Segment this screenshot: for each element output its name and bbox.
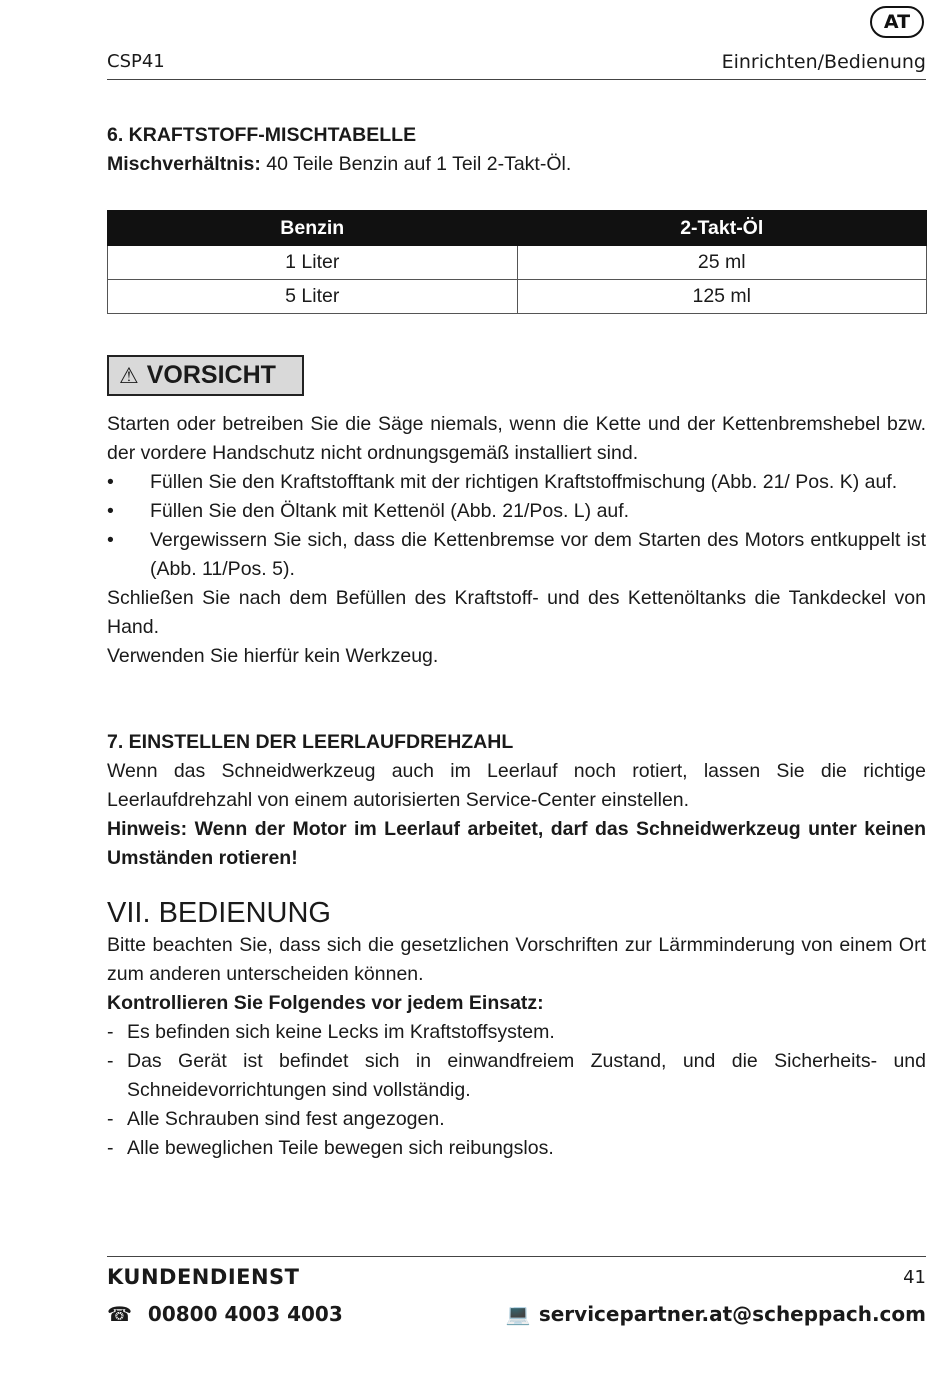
list-item-text: Alle beweglichen Teile bewegen sich reibungslos. xyxy=(127,1137,554,1159)
dash-mark: - xyxy=(107,1021,114,1043)
mix-ratio xyxy=(107,150,926,179)
country-badge: AT xyxy=(870,6,924,38)
caution-box xyxy=(107,355,304,396)
phone-number: 00800 4003 4003 xyxy=(147,1302,343,1326)
operation-heading: VII. BEDIENUNG xyxy=(107,897,331,929)
idle-speed-heading: 7. EINSTELLEN DER LEERLAUFDREHZAHL xyxy=(107,731,514,753)
list-item xyxy=(107,1105,926,1134)
dash-mark: - xyxy=(107,1137,114,1159)
checklist xyxy=(107,1018,926,1163)
caution-text xyxy=(107,410,926,671)
caution-bullet-list xyxy=(107,468,926,584)
idle-speed-note: Hinweis: Wenn der Motor im Leerlauf arbeitet, darf das Schneidwerkzeug unter keinen Umständen rotieren! xyxy=(107,818,926,869)
list-item xyxy=(107,526,926,584)
dash-mark: - xyxy=(107,1108,114,1130)
footer-divider xyxy=(107,1256,926,1257)
fuel-mix-section xyxy=(107,121,926,179)
column-header-oil: 2-Takt-Öl xyxy=(517,211,927,246)
list-item-text: Das Gerät ist befindet sich in einwandfreiem Zustand, und die Sicherheits- und Schneidevorrichtungen sind vollständig. xyxy=(127,1050,926,1101)
list-item-text: Vergewissern Sie sich, dass die Kettenbremse vor dem Starten des Motors entkuppelt ist (Abb. 11/Pos. 5). xyxy=(150,529,926,580)
table-cell: 125 ml xyxy=(517,280,927,314)
list-item xyxy=(107,497,926,526)
idle-speed-text: Wenn das Schneidwerkzeug auch im Leerlauf noch rotiert, lassen Sie die richtige Leerlaufdrehzahl von einem autorisierten Service-Center einstellen. xyxy=(107,760,926,811)
dash-mark: - xyxy=(107,1050,114,1072)
table-cell: 25 ml xyxy=(517,246,927,280)
table-header-row xyxy=(108,211,927,246)
phone-icon: ☎ xyxy=(107,1302,132,1326)
list-item xyxy=(107,1018,926,1047)
bullet-mark: • xyxy=(107,529,114,551)
customer-service-title: KUNDENDIENST xyxy=(107,1265,300,1289)
column-header-petrol: Benzin xyxy=(108,211,518,246)
model-name: CSP41 xyxy=(107,51,165,72)
service-email[interactable] xyxy=(506,1302,926,1326)
service-phone xyxy=(107,1302,343,1326)
caution-label: VORSICHT xyxy=(146,361,276,389)
bullet-mark: • xyxy=(107,471,114,493)
bullet-mark: • xyxy=(107,500,114,522)
table-cell: 1 Liter xyxy=(108,246,518,280)
section-title: Einrichten/Bedienung xyxy=(721,51,926,73)
list-item xyxy=(107,1047,926,1105)
mix-ratio-label: Mischverhältnis: xyxy=(107,153,261,175)
checklist-heading: Kontrollieren Sie Folgendes vor jedem Einsatz: xyxy=(107,992,544,1014)
list-item-text: Alle Schrauben sind fest angezogen. xyxy=(127,1108,445,1130)
list-item-text: Füllen Sie den Öltank mit Kettenöl (Abb. 21/Pos. L) auf. xyxy=(150,500,630,522)
list-item xyxy=(107,468,926,497)
table-row xyxy=(108,246,927,280)
table-cell: 5 Liter xyxy=(108,280,518,314)
manual-page xyxy=(107,0,926,1374)
fuel-mix-heading: 6. KRAFTSTOFF-MISCHTABELLE xyxy=(107,124,417,146)
table-row xyxy=(108,280,927,314)
caution-closing: Schließen Sie nach dem Befüllen des Kraftstoff- und des Kettenöltanks die Tankdeckel von Hand. xyxy=(107,587,926,638)
caution-no-tools: Verwenden Sie hierfür kein Werkzeug. xyxy=(107,645,439,667)
list-item xyxy=(107,1134,926,1163)
email-address[interactable]: servicepartner.at@scheppach.com xyxy=(538,1302,926,1326)
list-item-text: Füllen Sie den Kraftstofftank mit der richtigen Kraftstoffmischung (Abb. 21/ Pos. K) auf. xyxy=(150,471,898,493)
laptop-icon: 💻 xyxy=(505,1302,531,1326)
warning-icon: ⚠ xyxy=(119,362,139,388)
fuel-mix-table xyxy=(107,210,927,314)
page-number: 41 xyxy=(903,1267,926,1288)
mix-ratio-text: 40 Teile Benzin auf 1 Teil 2-Takt-Öl. xyxy=(260,153,572,175)
list-item-text: Es befinden sich keine Lecks im Kraftstoffsystem. xyxy=(127,1021,555,1043)
operation-section xyxy=(107,895,926,1163)
caution-intro: Starten oder betreiben Sie die Säge niemals, wenn die Kette und der Kettenbremshebel bzw. der vordere Handschutz nicht ordnungsgemäß installiert sind. xyxy=(107,413,926,464)
operation-text: Bitte beachten Sie, dass sich die gesetzlichen Vorschriften zur Lärmminderung von einem Ort zum anderen unterscheiden können. xyxy=(107,934,926,985)
idle-speed-section xyxy=(107,728,926,873)
header-divider xyxy=(107,79,926,80)
